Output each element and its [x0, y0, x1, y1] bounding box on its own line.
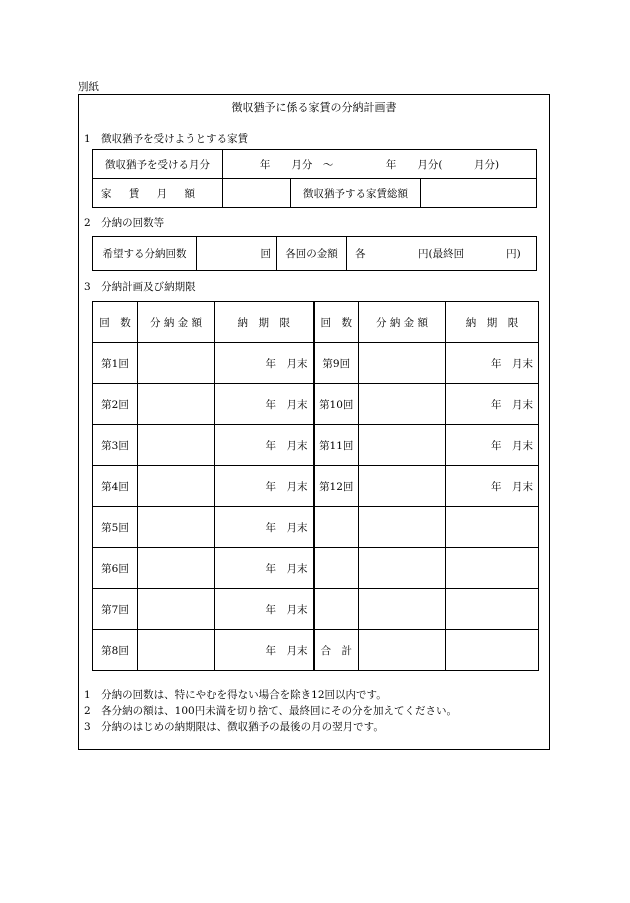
installment-count-label: 希望する分納回数: [93, 237, 197, 271]
installment-amount-cell[interactable]: [359, 466, 446, 507]
installment-deadline-cell[interactable]: 年 月末: [446, 343, 539, 384]
installment-amount-cell[interactable]: [138, 548, 215, 589]
installment-number: 第6回: [93, 548, 138, 589]
installment-number: 第9回: [314, 343, 359, 384]
installment-number: 第12回: [314, 466, 359, 507]
installment-count-field[interactable]: 回: [197, 237, 277, 271]
plan-header-row: [93, 302, 539, 343]
installment-amount-cell[interactable]: [359, 589, 446, 630]
installment-deadline-cell[interactable]: 年 月末: [215, 630, 314, 671]
table-row: [93, 589, 539, 630]
installment-number: 第3回: [93, 425, 138, 466]
total-deadline-cell[interactable]: [446, 630, 539, 671]
installment-deadline-cell[interactable]: 年 月末: [446, 425, 539, 466]
table-row: [93, 466, 539, 507]
installment-amount-cell[interactable]: [138, 507, 215, 548]
section2-table: [92, 236, 537, 271]
header-amount: 分 納 金 額: [359, 302, 446, 343]
installment-deadline-cell[interactable]: 年 月末: [215, 425, 314, 466]
note-3: 3 分納のはじめの納期限は、徴収猶予の最後の月の翌月です。: [84, 721, 384, 733]
header-amount: 分 納 金 額: [138, 302, 215, 343]
installment-deadline-cell[interactable]: 年 月末: [215, 548, 314, 589]
installment-amount-cell[interactable]: [138, 343, 215, 384]
installment-deadline-cell[interactable]: 年 月末: [215, 507, 314, 548]
total-rent-field[interactable]: [421, 179, 537, 208]
installment-amount-cell[interactable]: [359, 507, 446, 548]
installment-amount-cell[interactable]: [138, 384, 215, 425]
section1-heading: 1 徴収猶予を受けようとする家賃: [84, 133, 249, 145]
installment-number: 第1回: [93, 343, 138, 384]
installment-number: [314, 507, 359, 548]
installment-deadline-cell[interactable]: [446, 507, 539, 548]
installment-deadline-cell[interactable]: 年 月末: [446, 384, 539, 425]
installment-number: 第4回: [93, 466, 138, 507]
installment-amount-cell[interactable]: [138, 630, 215, 671]
table-row: [93, 384, 539, 425]
table-row: [93, 343, 539, 384]
table-row: [93, 630, 539, 671]
header-deadline: 納 期 限: [446, 302, 539, 343]
monthly-rent-field[interactable]: [223, 179, 291, 208]
table-row: [93, 425, 539, 466]
form-title: 徴収猶予に係る家賃の分納計画書: [231, 101, 397, 114]
installment-number: [314, 589, 359, 630]
installment-amount-cell[interactable]: [138, 589, 215, 630]
total-amount-cell[interactable]: [359, 630, 446, 671]
table-row: [93, 548, 539, 589]
section1-table: [92, 149, 537, 208]
installment-number: [314, 548, 359, 589]
installment-number: 第11回: [314, 425, 359, 466]
installment-number: 第10回: [314, 384, 359, 425]
installment-deadline-cell[interactable]: 年 月末: [215, 343, 314, 384]
installment-amount-label: 各回の金額: [277, 237, 347, 271]
installment-number: 第5回: [93, 507, 138, 548]
total-rent-label: 徴収猶予する家賃総額: [291, 179, 421, 208]
installment-number: 第7回: [93, 589, 138, 630]
installment-amount-cell[interactable]: [138, 466, 215, 507]
header-deadline: 納 期 限: [215, 302, 314, 343]
total-label: 合 計: [314, 630, 359, 671]
installment-deadline-cell[interactable]: 年 月末: [446, 466, 539, 507]
installment-deadline-cell[interactable]: 年 月末: [215, 384, 314, 425]
installment-amount-cell[interactable]: [359, 548, 446, 589]
note-1: 1 分納の回数は、特にやむを得ない場合を除き12回以内です。: [84, 689, 387, 701]
installment-amount-field[interactable]: 各 円(最終回 円): [347, 237, 537, 271]
table-row: [93, 507, 539, 548]
monthly-rent-label: 家 賃 月 額: [93, 179, 223, 208]
note-2: 2 各分納の額は、100円未満を切り捨て、最終回にその分を加えてください。: [84, 705, 458, 717]
installment-deadline-cell[interactable]: 年 月末: [215, 589, 314, 630]
installment-amount-cell[interactable]: [359, 343, 446, 384]
installment-plan-table: [92, 301, 539, 671]
installment-number: 第8回: [93, 630, 138, 671]
installment-number: 第2回: [93, 384, 138, 425]
collection-month-label: 徴収猶予を受ける月分: [93, 150, 223, 179]
header-count: 回 数: [314, 302, 359, 343]
section3-heading: 3 分納計画及び納期限: [84, 281, 196, 293]
installment-deadline-cell[interactable]: [446, 589, 539, 630]
header-count: 回 数: [93, 302, 138, 343]
attachment-label: 別紙: [78, 81, 99, 93]
installment-amount-cell[interactable]: [138, 425, 215, 466]
collection-month-field[interactable]: 年 月分 ～ 年 月分( 月分): [223, 150, 537, 179]
installment-amount-cell[interactable]: [359, 384, 446, 425]
section2-heading: 2 分納の回数等: [84, 217, 165, 229]
installment-deadline-cell[interactable]: 年 月末: [215, 466, 314, 507]
installment-deadline-cell[interactable]: [446, 548, 539, 589]
installment-amount-cell[interactable]: [359, 425, 446, 466]
